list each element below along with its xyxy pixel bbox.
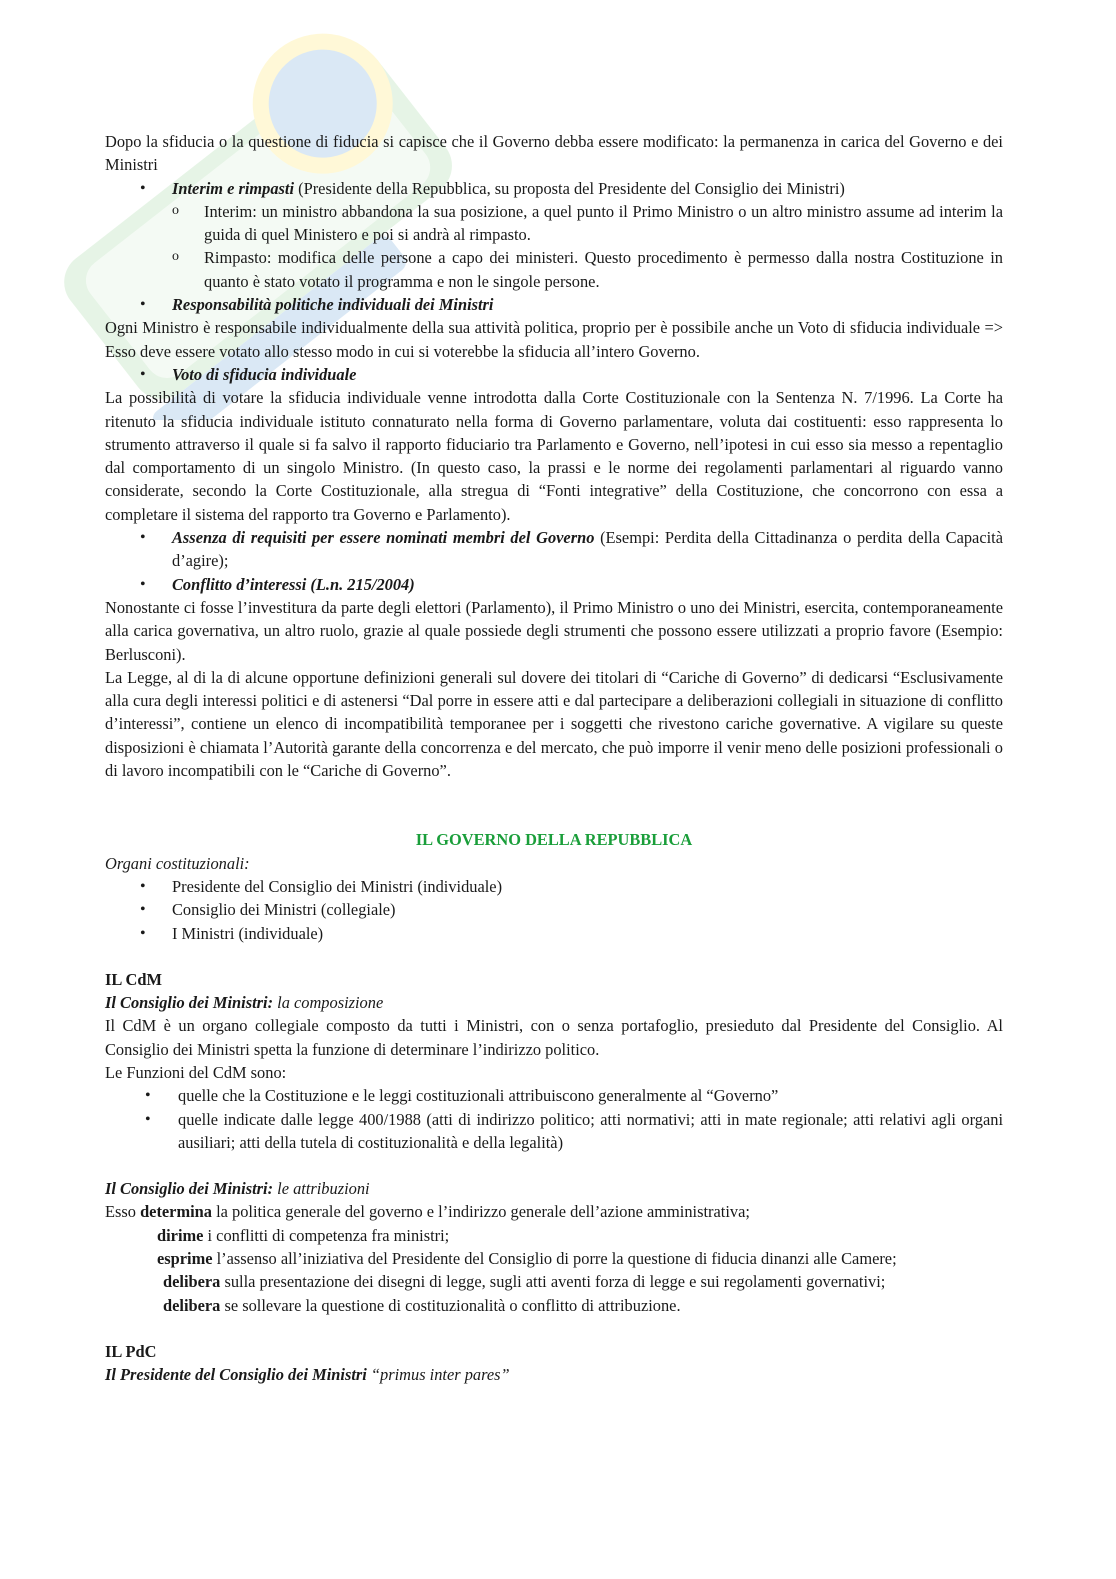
attribution-line: delibera sulla presentazione dei disegni di legge, sugli atti aventi forza di legge e sui regolamenti governativi; <box>163 1272 886 1292</box>
list-item: • quelle indicate dalle legge 400/1988 (atti di indirizzo politico; atti normativi; atti in mate regionale; atti relativi agli organi ausiliari; atti della tutela di costituzionalità e della legalità) <box>105 1108 1003 1155</box>
bullet-list-assenza <box>105 526 1003 596</box>
section-title: IL GOVERNO DELLA REPUBBLICA <box>415 830 693 850</box>
cdm-composition-heading: Il Consiglio dei Ministri: la composizione <box>105 993 384 1013</box>
organi-list <box>105 875 1003 945</box>
paragraph-intro: Dopo la sfiducia o la questione di fiducia si capisce che il Governo debba essere modificato: la permanenza in carica del Governo e dei Ministri <box>105 132 1003 175</box>
paragraph-responsabilita: Ogni Ministro è responsabile individualmente della sua attività politica, proprio per è possibile anche un Voto di sfiducia individuale => Esso deve essere votato allo stesso modo in cui si voterebbe la sfiducia all’intero Governo. <box>105 318 1003 361</box>
paragraph-voto: La possibilità di votare la sfiducia individuale venne introdotta dalla Corte Costituzionale con la Sentenza N. 7/1996. La Corte ha ritenuto la sfiducia individuale istituto connaturato nella forma di Governo parlamentare, voluta dai costituenti: esso rappresenta lo strumento attraverso il quale si fa salvo il rapporto fiduciario tra Parlamento e Governo, nell’ipotesi in cui esso sia messo a repentaglio dal comportamento di un singolo Ministro. (In questo caso, la prassi e le norme dei regolamenti parlamentari al riguardo vanno considerate, secondo la Corte Costituzionale, alla stregua di “Fonti integrative” della Costituzione, che concorrono con essa a completare il sistema del rapporto tra Governo e Parlamento). <box>105 388 1003 524</box>
list-subitem: o Rimpasto: modifica delle persone a capo dei ministeri. Questo procedimento è permesso dalla nostra Costituzione in quanto è stato votato il programma e non le singole persone. <box>105 246 1003 293</box>
cdm-attributions-heading: Il Consiglio dei Ministri: le attribuzioni <box>105 1179 370 1199</box>
list-item: • Conflitto d’interessi (L.n. 215/2004) <box>105 573 1003 596</box>
list-item: • Assenza di requisiti per essere nominati membri del Governo (Esempi: Perdita della Cittadinanza o perdita della Capacità d’agire); <box>105 526 1003 573</box>
list-subitem: o Interim: un ministro abbandona la sua posizione, a quel punto il Primo Ministro o un altro ministro assume ad interim la guida di quel Ministero e poi si andrà al rimpasto. <box>105 200 1003 247</box>
attribution-line: Esso determina la politica generale del governo e l’indirizzo generale dell’azione amministrativa; <box>105 1202 750 1222</box>
cdm-heading: IL CdM <box>105 969 162 989</box>
paragraph-cdm: Il CdM è un organo collegiale composto da tutti i Ministri, con o senza portafoglio, presieduto dal Presidente del Consiglio. Al Consiglio dei Ministri spetta la funzione di determinare l’indirizzo politico. <box>105 1016 1003 1059</box>
paragraph-conflitto: Nonostante ci fosse l’investitura da parte degli elettori (Parlamento), il Primo Ministro o uno dei Ministri, esercita, contemporaneamente alla carica governativa, un altro ruolo, grazie al quale possiede degli strumenti che possono essere utilizzati a proprio favore (Esempio: Berlusconi). <box>105 597 1003 664</box>
funzioni-list <box>105 1084 1003 1154</box>
list-item: • I Ministri (individuale) <box>105 922 1003 945</box>
attribution-line: esprime l’assenso all’iniziativa del Presidente del Consiglio di porre la questione di fiducia dinanzi alle Camere; <box>157 1249 897 1269</box>
attribution-line: dirime i conflitti di competenza fra ministri; <box>157 1225 450 1245</box>
attribution-line: delibera se sollevare la questione di costituzionalità o conflitto di attribuzione. <box>163 1295 681 1315</box>
document-page <box>105 130 1003 1387</box>
organi-label: Organi costituzionali: <box>105 853 250 873</box>
list-item: • Voto di sfiducia individuale <box>105 363 1003 386</box>
list-item: • Interim e rimpasti (Presidente della Repubblica, su proposta del Presidente del Consiglio dei Ministri) <box>105 177 1003 200</box>
pdc-subheading: Il Presidente del Consiglio dei Ministri “primus inter pares” <box>105 1365 510 1385</box>
paragraph-legge: La Legge, al di la di alcune opportune definizioni generali sul dovere dei titolari di “Cariche di Governo” di dedicarsi “Esclusivamente alla cura degli interessi politici e di astenersi “Dal porre in essere atti e dal partecipare a deliberazioni collegiali in situazione di conflitto d’interessi”, contiene un elenco di incompatibilità temporanee per i soggetti che rivestono cariche governative. A vigilare su queste disposizioni è chiamata l’Autorità garante della concorrenza e del mercato, che può imporre il venir meno delle posizioni professionali o di lavoro incompatibili con le “Cariche di Governo”. <box>105 667 1003 781</box>
list-item: • Presidente del Consiglio dei Ministri (individuale) <box>105 875 1003 898</box>
bullet-list-interim <box>105 177 1003 317</box>
bullet-list-voto <box>105 363 1003 386</box>
list-item: • quelle che la Costituzione e le leggi costituzionali attribuiscono generalmente al “Governo” <box>105 1084 1003 1107</box>
pdc-heading: IL PdC <box>105 1341 157 1361</box>
list-item: • Consiglio dei Ministri (collegiale) <box>105 898 1003 921</box>
funzioni-label: Le Funzioni del CdM sono: <box>105 1062 287 1082</box>
list-item: • Responsabilità politiche individuali dei Ministri <box>105 293 1003 316</box>
